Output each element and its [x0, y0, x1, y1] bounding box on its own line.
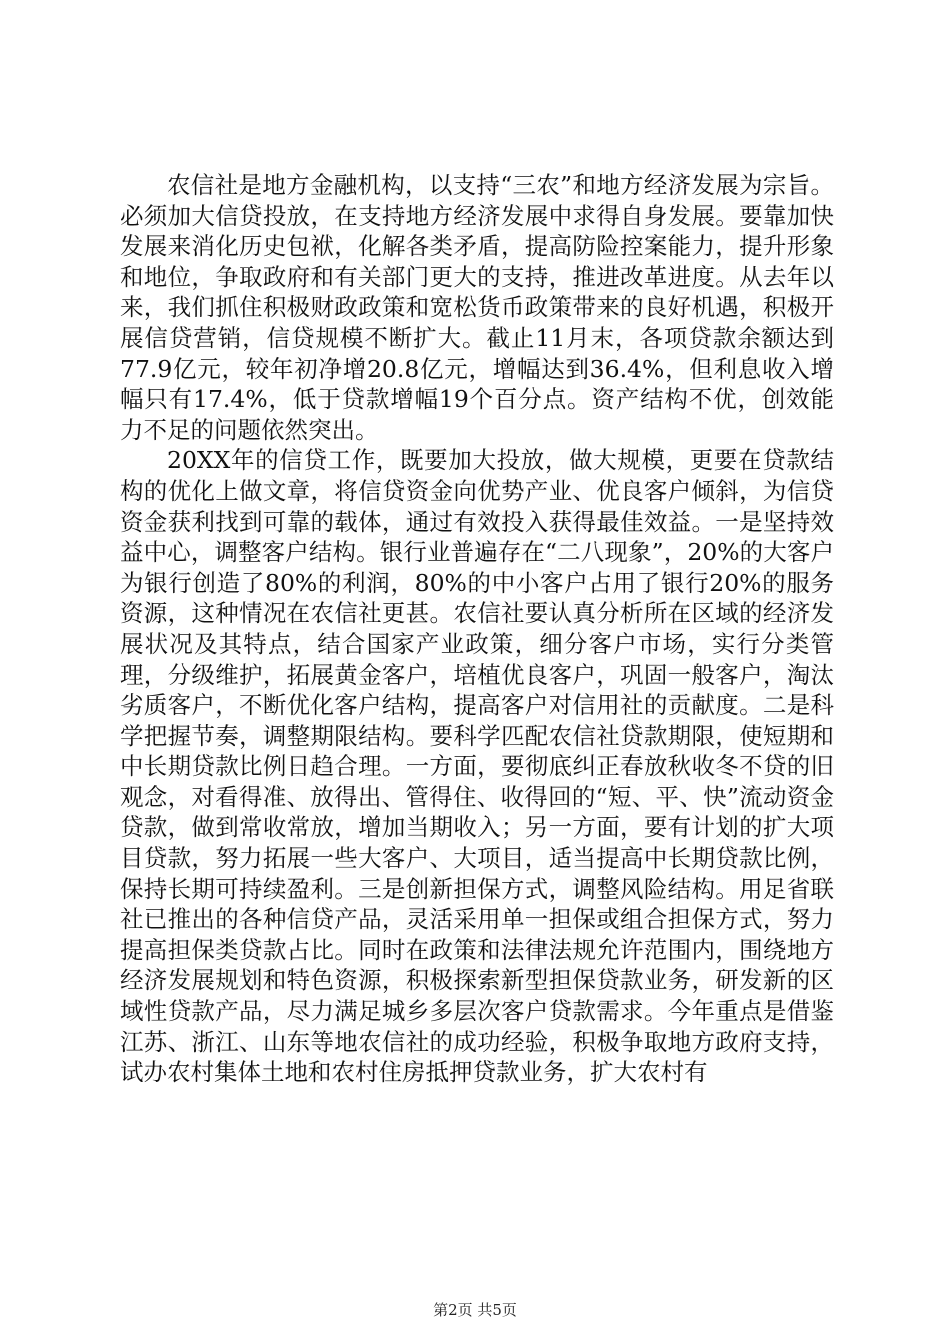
- document-body: [120, 170, 834, 1088]
- paragraph-1: 农信社是地方金融机构，以支持“三农”和地方经济发展为宗旨。必须加大信贷投放，在支持地方经济发展中求得自身发展。要靠加快发展来消化历史包袱，化解各类矛盾，提高防险控案能力，提升形象和地位，争取政府和有关部门更大的支持，推进改革进度。从去年以来，我们抓住积极财政政策和宽松货币政策带来的良好机遇，积极开展信贷营销，信贷规模不断扩大。截止11月末，各项贷款余额达到77.9亿元，较年初净增20.8亿元，增幅达到36.4%，但利息收入增幅只有17.4%，低于贷款增幅19个百分点。资产结构不优，创效能力不足的问题依然突出。: [120, 171, 834, 444]
- page-footer: 第2页 共5页: [433, 1301, 517, 1319]
- paragraph-2: 20XX年的信贷工作，既要加大投放，做大规模，更要在贷款结构的优化上做文章，将信贷资金向优势产业、优良客户倾斜，为信贷资金获利找到可靠的载体，通过有效投入获得最佳效益。一是坚持效益中心，调整客户结构。银行业普遍存在“二八现象”，20%的大客户为银行创造了80%的利润，80%的中小客户占用了银行20%的服务资源，这种情况在农信社更甚。农信社要认真分析所在区域的经济发展状况及其特点，结合国家产业政策，细分客户市场，实行分类管理，分级维护，拓展黄金客户，培植优良客户，巩固一般客户，淘汰劣质客户，不断优化客户结构，提高客户对信用社的贡献度。二是科学把握节奏，调整期限结构。要科学匹配农信社贷款期限，使短期和中长期贷款比例日趋合理。一方面，要彻底纠正春放秋收冬不贷的旧观念，对看得准、放得出、管得住、收得回的“短、平、快”流动资金贷款，做到常收常放，增加当期收入；另一方面，要有计划的扩大项目贷款，努力拓展一些大客户、大项目，适当提高中长期贷款比例，保持长期可持续盈利。三是创新担保方式，调整风险结构。用足省联社已推出的各种信贷产品，灵活采用单一担保或组合担保方式，努力提高担保类贷款占比。同时在政策和法律法规允许范围内，围绕地方经济发展规划和特色资源，积极探索新型担保贷款业务，研发新的区域性贷款产品，尽力满足城乡多层次客户贷款需求。今年重点是借鉴江苏、浙江、山东等地农信社的成功经验，积极争取地方政府支持，试办农村集体土地和农村住房抵押贷款业务，扩大农村有: [120, 446, 834, 1087]
